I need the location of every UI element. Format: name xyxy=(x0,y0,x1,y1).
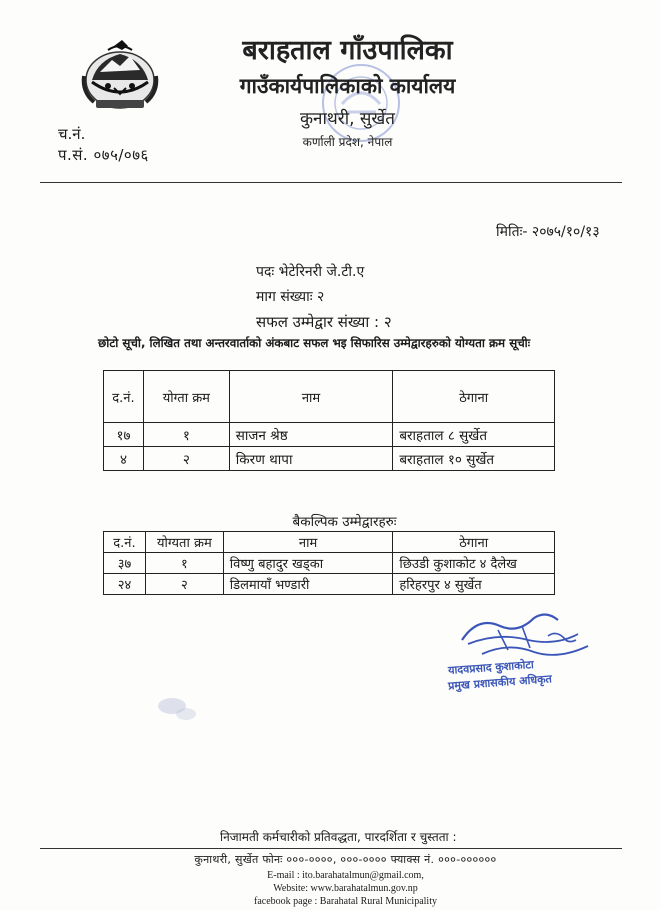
roll-no-cell: ३७ xyxy=(104,553,146,574)
candidate-name-cell: विष्णु बहादुर खड्का xyxy=(223,553,393,574)
column-header-merit-rank: योग्यता क्रम xyxy=(145,532,223,553)
province-line: कर्णाली प्रदेश, नेपाल xyxy=(302,135,393,149)
candidate-name-cell: साजन श्रेष्ठ xyxy=(229,423,393,447)
roll-no-cell: २४ xyxy=(104,574,146,595)
table-header-row xyxy=(104,532,555,553)
table-header-row xyxy=(104,371,555,423)
alternate-candidates-title: बैकल्पिक उम्मेद्वारहरुः xyxy=(292,514,397,530)
municipality-title: बराहताल गाँउपालिका xyxy=(242,35,453,66)
reference-number: च.नं. xyxy=(58,125,86,143)
footer-divider xyxy=(40,848,622,849)
footer-motto: निजामती कर्मचारीको प्रतिवद्धता, पारदर्शिता र चुस्तता : xyxy=(220,830,457,844)
column-header-roll-no: द.नं. xyxy=(104,371,144,423)
table-row xyxy=(104,574,555,595)
roll-no-cell: ४ xyxy=(104,447,144,471)
ink-smudge-icon xyxy=(150,688,206,728)
column-header-merit-rank: योग्ता क्रम xyxy=(143,371,229,423)
column-header-roll-no: द.नं. xyxy=(104,532,146,553)
merit-list-table xyxy=(103,370,555,471)
column-header-name: नाम xyxy=(229,371,393,423)
list-introduction: छोटो सूची, लिखित तथा अन्तरवार्ताको अंकबाट सफल भइ सिफारिस उम्मेद्वारहरुको योग्यता क्रम सूचीः xyxy=(98,336,531,350)
merit-rank-cell: १ xyxy=(145,553,223,574)
post-title: पदः भेटेरिनरी जे.टी.ए xyxy=(256,264,365,280)
column-header-address: ठेगाना xyxy=(393,371,555,423)
footer-website: Website: www.barahatalmun.gov.np xyxy=(273,883,418,894)
column-header-address: ठेगाना xyxy=(393,532,555,553)
office-title: गाउँकार्यपालिकाको कार्यालय xyxy=(239,74,456,98)
table-row xyxy=(104,553,555,574)
candidate-address-cell: बराहताल १० सुर्खेत xyxy=(393,447,555,471)
merit-rank-cell: २ xyxy=(145,574,223,595)
office-location: कुनाथरी, सुर्खेत xyxy=(299,109,395,129)
signatory-name: यादवप्रसाद कुशाकोटा xyxy=(447,658,535,677)
footer-email: E-mail : ito.barahatalmun@gmail.com, xyxy=(267,870,424,881)
letter-date: मितिः- २०७५/१०/१३ xyxy=(496,224,600,240)
successful-count: सफल उम्मेद्वार संख्या : २ xyxy=(256,313,392,331)
merit-rank-cell: २ xyxy=(143,447,229,471)
candidate-name-cell: डिलमायाँ भण्डारी xyxy=(223,574,393,595)
candidate-name-cell: किरण थापा xyxy=(229,447,393,471)
header-divider xyxy=(40,182,622,183)
table-row xyxy=(104,447,555,471)
signatory-title: प्रमुख प्रशासकीय अधिकृत xyxy=(447,672,553,693)
column-header-name: नाम xyxy=(223,532,393,553)
footer-facebook: facebook page : Barahatal Rural Municipality xyxy=(254,896,437,907)
footer-contact: कुनाथरी, सुर्खेत फोनः ०००-००००, ०००-०००० फ्याक्स नं. ०००-०००००० xyxy=(194,853,497,866)
candidate-address-cell: छिउडी कुशाकोट ४ दैलेख xyxy=(393,553,555,574)
fiscal-year-number: प.सं. ०७५/०७६ xyxy=(58,146,149,164)
demand-count: माग संख्याः २ xyxy=(256,289,325,305)
merit-rank-cell: १ xyxy=(143,423,229,447)
alternate-list-table xyxy=(103,531,555,595)
table-row xyxy=(104,423,555,447)
candidate-address-cell: बराहताल ८ सुर्खेत xyxy=(393,423,555,447)
candidate-address-cell: हरिहरपुर ४ सुर्खेत xyxy=(393,574,555,595)
roll-no-cell: १७ xyxy=(104,423,144,447)
